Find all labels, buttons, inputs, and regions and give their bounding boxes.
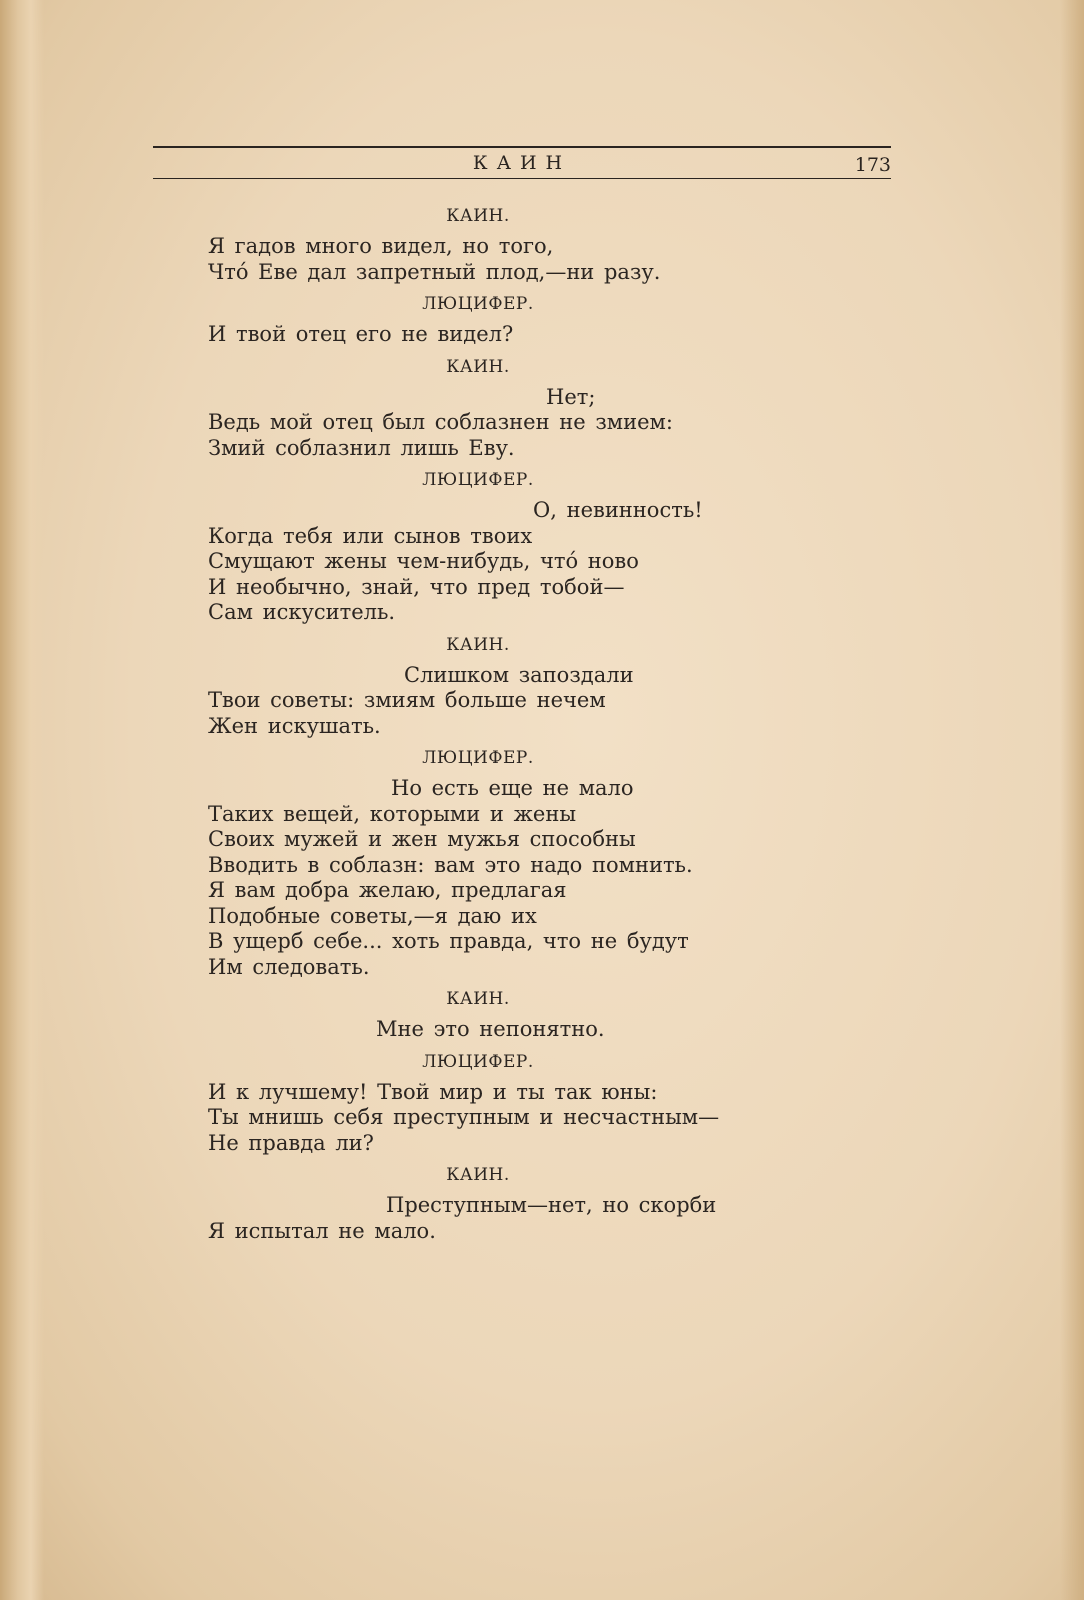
verse-line: Мне это непонятно. [376,1017,605,1041]
verse-line: Слишком запоздали [404,662,634,687]
verse-line: Ты мнишь себя преступным и несчастным— [208,1105,720,1129]
verse-line: Ведь мой отец был соблазнен не змием: [208,410,673,434]
verse-line: Я испытал не мало. [208,1218,436,1243]
verse-line: И к лучшему! Твой мир и ты так юны: [208,1079,658,1104]
verse-text [208,200,748,1244]
verse-line: Когда тебя или сынов твоих [208,523,533,548]
verse-line: Подобные советы,—я даю их [208,903,537,928]
verse-line: Вводить в соблазн: вам это надо помнить. [208,852,693,877]
verse-line: Я гадов много видел, но того, [208,234,554,258]
speaker-label: КАИН. [446,1165,510,1185]
verse-line: Змий соблазнил лишь Еву. [208,435,515,460]
verse-line: Но есть еще не мало [391,776,634,800]
header-rule-top [153,146,891,148]
speaker-label: ЛЮЦИФЕР. [422,1051,534,1072]
verse-line: Таких вещей, которыми и жены [208,801,577,826]
verse-line: И необычно, знай, что пред тобой— [208,574,625,599]
verse-line: Чтó Еве дал запретный плод,—ни разу. [208,259,661,284]
speaker-label: ЛЮЦИФЕР. [422,748,534,768]
header-rule-bottom [153,178,891,179]
page-fold-shadow [0,0,44,1600]
verse-line: Сам искуситель. [208,600,396,624]
speaker-label: КАИН. [446,206,510,226]
speaker-label: КАИН. [446,634,510,655]
speaker-label: ЛЮЦИФЕР. [422,294,534,314]
verse-line: В ущерб себе... хоть правда, что не будут [208,929,689,953]
verse-line: Смущают жены чем-нибудь, чтó ново [208,549,639,573]
running-title: КАИН [472,152,572,174]
verse-line: Преступным—нет, но скорби [386,1193,717,1217]
verse-line: О, невинность! [533,498,703,522]
verse-line: Я вам добра желаю, предлагая [208,878,567,902]
page-edge-shadow [1060,0,1084,1600]
verse-line: Не правда ли? [208,1130,374,1155]
verse-line: Нет; [546,384,596,409]
verse-line: Своих мужей и жен мужья способны [208,827,636,851]
verse-line: Им следовать. [208,954,370,979]
speaker-label: ЛЮЦИФЕР. [422,470,534,490]
verse-line: Твои советы: змиям больше нечем [208,688,606,712]
speaker-label: КАИН. [446,356,510,377]
verse-line: Жен искушать. [208,713,381,738]
verse-line: И твой отец его не видел? [208,322,514,346]
speaker-label: КАИН. [446,989,510,1009]
page-number: 173 [854,154,891,176]
